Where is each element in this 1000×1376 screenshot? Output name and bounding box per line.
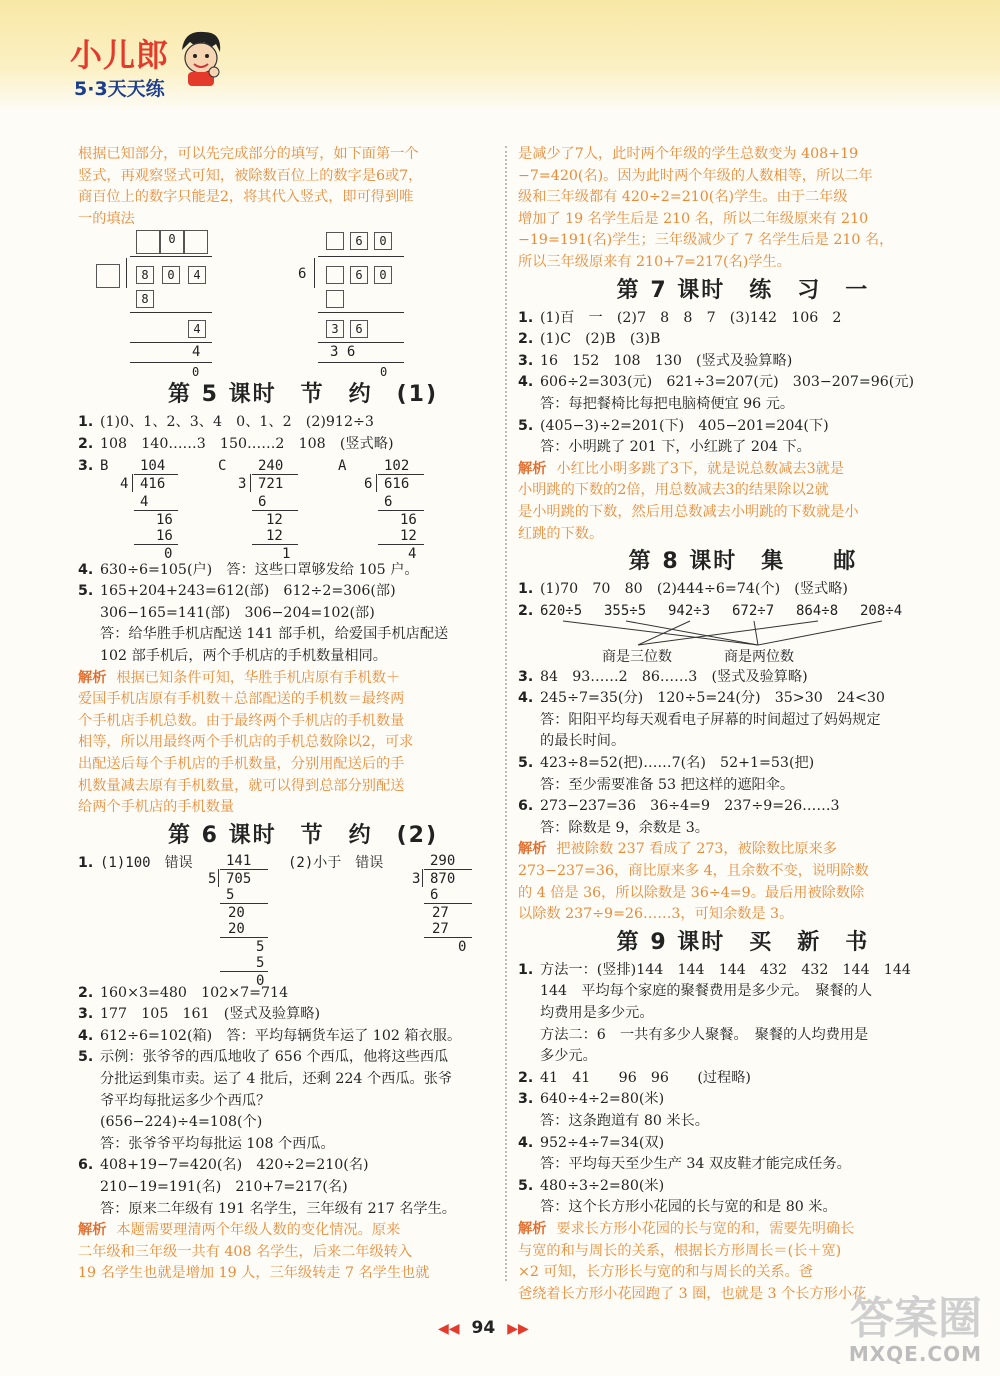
- section-title: 第 8 课时 集 邮: [628, 549, 858, 575]
- digit-box: 4: [188, 266, 206, 284]
- analysis-text: 本题需要理清两个年级人数的变化情况。原来: [116, 1222, 401, 1239]
- choice-letter: C: [218, 457, 227, 474]
- analysis-text: 二年级和三年级一共有 408 名学生，后来二年级转入: [78, 1243, 413, 1260]
- analysis-text: 把被除数 237 看成了 273，被除数比原来多: [556, 841, 837, 858]
- analysis-text: −19=191(名)学生；三年级减少了 7 名学生后是 210 名，: [518, 232, 894, 249]
- digit-box: [326, 266, 344, 284]
- prev-arrows-icon: ◀◀: [438, 1321, 460, 1337]
- answer-line: 640÷4÷2=80(米): [540, 1091, 665, 1108]
- analysis-text: 以除数 237÷9=26……3，可知余数是 3。: [518, 906, 794, 923]
- answer-line: 606÷2=303(元) 621÷3=207(元) 303−207=96(元): [540, 374, 915, 391]
- answer-line: 答：阳阳平均每天观看电子屏幕的时间超过了妈妈规定: [540, 711, 881, 728]
- analysis-text: 增加了 19 名学生后是 210 名，所以二年级原来有 210: [518, 210, 869, 227]
- digit-box: [136, 230, 160, 254]
- q1-divisions: 1. (1)100 错误 141 5 705 5 20 20 5 5 0 (2)小于 错误 290 3 870 6 27 27 0: [78, 853, 528, 983]
- analysis-tag: 解析: [518, 841, 547, 858]
- answer-line: 方法二：6 一共有多少人聚餐。 聚餐的人均费用是: [540, 1026, 869, 1043]
- answer-line: 210−19=191(名) 210+7=217(名): [100, 1179, 348, 1196]
- answer-line: 408+19−7=420(名) 420÷2=210(名): [100, 1157, 369, 1174]
- analysis-tag: 解析: [518, 460, 547, 477]
- next-arrows-icon: ▶▶: [507, 1321, 529, 1337]
- answer-line: 612÷6=102(箱) 答：平均每辆货车运了 102 箱衣服。: [100, 1027, 462, 1044]
- analysis-tag: 解析: [78, 669, 107, 686]
- analysis-text: 小红比小明多跳了3下，就是说总数减去3就是: [556, 460, 845, 477]
- digit-box: 0: [160, 230, 184, 254]
- answer-line: 423÷8=52(把)……7(名) 52+1=53(把): [540, 755, 815, 772]
- analysis-text: 所以三年级原来有 210+7=217(名)学生。: [518, 253, 791, 270]
- digit-box: 0: [374, 232, 392, 250]
- mascot-icon: [176, 28, 226, 88]
- digit-box: [184, 230, 208, 254]
- long-division-group: 3. B 104 4 416 4 16 16 0 C 240 3 721 6 12 12 1 A 102 6 616 6 16 12 4: [78, 456, 528, 552]
- category-label: 商是两位数: [724, 648, 794, 665]
- answer-line: 84 93……2 86……3 (竖式及验算略): [540, 668, 808, 685]
- analysis-text: 小明跳的下数的2倍，用总数减去3的结果除以2就: [518, 482, 829, 499]
- analysis-text: 是减少了7人，此时两个年级的学生总数变为 408+19: [518, 146, 859, 162]
- expression: 620÷5: [540, 602, 583, 619]
- answer-line: 245÷7=35(分) 120÷5=24(分) 35>30 24<30: [540, 690, 885, 707]
- digit-box: 4: [188, 320, 206, 338]
- analysis-text: 是小明跳的下数，然后用总数减去小明跳的下数就是小: [518, 503, 859, 520]
- intro-line: 根据已知部分，可以先完成部分的填写，如下面第一个: [78, 146, 419, 162]
- division-puzzles: 0 8 0 4 8 4 4 0 6 0 6 6 0 3 6 3 6 0: [78, 230, 528, 370]
- section-title: 第 9 课时 买 新 书: [616, 929, 870, 955]
- page-footer: [438, 1318, 529, 1338]
- analysis-text: 爸绕着长方形小花园跑了 3 圈，也就是 3 个长方形小花: [518, 1285, 867, 1302]
- digit-box: 3: [326, 320, 344, 338]
- page-number: 94: [471, 1318, 496, 1338]
- watermark-title: 答案圈: [850, 1293, 982, 1344]
- answer-line: 273−237=36 36÷4=9 237÷9=26……3: [540, 798, 840, 815]
- answer-line: (2)小于 错误: [288, 854, 384, 871]
- answer-line: (1)百 一 (2)7 8 8 7 (3)142 106 2: [540, 309, 842, 326]
- answer-line: 答：平均每天至少生产 34 双皮鞋才能完成任务。: [540, 1156, 851, 1173]
- digit-box: 0: [374, 266, 392, 284]
- watermark: [848, 1293, 982, 1366]
- logo-subtitle: 5·3天天练: [74, 78, 165, 100]
- section-title: 第 7 课时 练 习 一: [616, 277, 870, 303]
- analysis-text: 爱国手机店原有手机数＋总部配送的手机数＝最终两: [78, 691, 405, 708]
- answer-line: 爷平均每批运多少个西瓜？: [100, 1092, 271, 1109]
- expression: 942÷3: [668, 602, 711, 619]
- intro-line: 竖式，再观察竖式可知，被除数百位上的数字是6或7，: [78, 167, 423, 184]
- answer-line: 480÷3÷2=80(米): [540, 1177, 665, 1194]
- analysis-text: 级和三年级都有 420÷2=210(名)学生。由于二年级: [518, 189, 848, 206]
- section-title: 第 5 课时 节 约 (1): [167, 382, 439, 408]
- answer-line: 177 105 161 (竖式及验算略): [100, 1006, 320, 1023]
- expression: 672÷7: [732, 602, 775, 619]
- digit-box: 8: [136, 266, 154, 284]
- intro-line: 一的填法: [78, 210, 135, 227]
- answer-line: (405−3)÷2=201(下) 405−201=204(下): [540, 417, 829, 434]
- digit-box: [326, 232, 344, 250]
- logo-title: 小儿郎: [70, 36, 170, 74]
- answer-line: 952÷4÷7=34(双): [540, 1134, 665, 1151]
- digit-box: 0: [162, 266, 180, 284]
- answer-line: (1)70 70 80 (2)444÷6=74(个) (竖式略): [540, 581, 848, 598]
- answer-line: 答：这个长方形小花园的长与宽的和是 80 米。: [540, 1199, 837, 1216]
- analysis-text: 根据已知条件可知，华胜手机店原有手机数＋: [116, 669, 401, 686]
- answer-line: (1)100 错误: [100, 854, 193, 871]
- digit-box: 6: [350, 266, 368, 284]
- intro-line: 商百位上的数字只能是2，将其代入竖式，即可得到唯: [78, 189, 414, 206]
- right-column: 是减少了7人，此时两个年级的学生总数变为 408+19 −7=420(名)。因为此时两个年级的人数相等，所以二年 级和三年级都有 420÷2=210(名)学生。由于二年级 增加了 19 名学生后是 210 名，所以二年级原来有 210 −19=191(名)学生；三年级减少了 7 名学生后是 210 名， 所以三年级原来有 210+7=217(名)学生。 第 7 课时 练 习 一 1. (1)百 一 (2)7 8 8 7 (3)142 106 2 2. (1)C (2)B (3)B 3. 16 152 108 130 (竖式及验算略) 4. 606÷2=303(元) 621÷3=207(元) 303−207=96(元) 答：每把餐椅比每把电脑椅便宜 96 元。 5. (405−3)÷2=201(下) 405−201=204(下) 答：小明跳了 201 下，小红跳了 204 下。 解析 小红比小明多跳了3下，就是说总数减去3就是 小明跳的下数的2倍，用总数减去3的结果除以2就 是小明跳的下数，然后用总数减去小明跳的下数就是小 红跳的下数。 第 8 课时 集 邮 1. (1)70 70 80 (2)444÷6=74(个) (竖式略) 2. 620÷5 355÷5 942÷3 672÷7 864÷8 208÷4 商是三位数 商是两位数 3. 84 93……2 86……3 (竖式及验算略) 4. 245÷7=35(分) 120÷5=24(分) 35>30 24<30 答：阳阳平均每天观看电子屏幕的时间超过了妈妈规定 的最长时间。 5. 423÷8=52(把)……7(名) 52+1=53(把) 答：至少需要准备 53 把这样的遮阳伞。 6. 273−237=36 36÷4=9 237÷9=26……3 答：除数是 9，余数是 3。 解析 把被除数 237 看成了 273，被除数比原来多 273−237=36，商比原来多 4，且余数不变，说明除数 的 4 倍是 36，所以除数是 36÷4=9。最后用被除数除 以除数 237÷9=26……3，可知余数是 3。 第 9 课时 买 新 书 1. 方法一：(竖排)144 144 144 432 432 144 144 144 平均每个家庭的聚餐费用是多少元。 聚餐的人 均费用是多少元。 方法二：6 一共有多少人聚餐。 聚餐的人均费用是 多少元。 2. 41 41 96 96 (过程略) 3. 640÷4÷2=80(米) 答：这条跑道有 80 米长。 4. 952÷4÷7=34(双) 答：平均每天至少生产 34 双皮鞋才能完成任务。 5. 480÷3÷2=80(米) 答：这个长方形小花园的长与宽的和是 80 米。 解析 要求长方形小花园的长与宽的和，需要先明确长 与宽的和与周长的关系，根据长方形周长＝(长＋宽) ×2 可知，长方形长与宽的和与周长的关系。爸 爸绕着长方形小花园跑了 3 圈，也就是 3 个长方形小花: [518, 144, 968, 1305]
- answer-line: 答：原来二年级有 191 名学生，三年级有 217 名学生。: [100, 1200, 456, 1217]
- digit-box: [326, 290, 344, 308]
- analysis-text: 机数量减去原有手机数量，就可以得到总部分别配送: [78, 777, 405, 794]
- analysis-text: −7=420(名)。因为此时两个年级的人数相等，所以二年: [518, 167, 873, 184]
- answer-line: 答：每把餐椅比每把电脑椅便宜 96 元。: [540, 395, 795, 412]
- answer-line: 分批运到集市卖。运了 4 批后，还剩 224 个西瓜。张爷: [100, 1071, 453, 1088]
- answer-line: 144 平均每个家庭的聚餐费用是多少元。 聚餐的人: [540, 983, 873, 1000]
- digit-box: [96, 264, 120, 288]
- expression: 864÷8: [796, 602, 839, 619]
- answer-line: 答：给华胜手机店配送 141 部手机，给爱国手机店配送: [100, 626, 449, 643]
- analysis-text: 要求长方形小花园的长与宽的和，需要先明确长: [556, 1220, 855, 1237]
- digit-box: 6: [350, 232, 368, 250]
- digit-box: 8: [136, 290, 154, 308]
- digit-box: 6: [350, 320, 368, 338]
- answer-line: 方法一：(竖排)144 144 144 432 432 144 144: [540, 961, 911, 978]
- choice-letter: A: [338, 457, 347, 474]
- analysis-text: 给两个手机店的手机数量: [78, 799, 235, 816]
- answer-line: 165+204+243=612(部) 612÷2=306(部): [100, 583, 396, 600]
- answer-line: 102 部手机后，两个手机店的手机数量相同。: [100, 647, 387, 664]
- answer-line: 示例：张爷爷的西瓜地收了 656 个西瓜，他将这些西瓜: [100, 1049, 449, 1066]
- answer-line: 630÷6=105(户) 答：这些口罩够发给 105 户。: [100, 561, 419, 578]
- category-label: 商是三位数: [602, 648, 672, 665]
- answer-line: 多少元。: [540, 1048, 597, 1065]
- answer-line: (1)C (2)B (3)B: [540, 331, 661, 348]
- choice-letter: B: [100, 457, 109, 474]
- watermark-url: MXQE.COM: [848, 1342, 982, 1366]
- analysis-tag: 解析: [78, 1222, 107, 1239]
- answer-line: 答：小明跳了 201 下，小红跳了 204 下。: [540, 439, 811, 456]
- analysis-text: 出配送后每个手机店的手机数量，分别用配送后的手: [78, 755, 405, 772]
- answer-line: 306−165=141(部) 306−204=102(部): [100, 604, 375, 621]
- answer-line: 的最长时间。: [540, 733, 626, 750]
- answer-line: 41 41 96 96 (过程略): [540, 1069, 751, 1086]
- left-column: 根据已知部分，可以先完成部分的填写，如下面第一个 竖式，再观察竖式可知，被除数百位上的数字是6或7， 商百位上的数字只能是2，将其代入竖式，即可得到唯 一的填法 0 8 0 4 8 4 4 0 6 0 6 6 0 3 6 3 6 0 第 5 课时 节 约 (1) 1. (1)0、1、2、3、4 0、1、2 (2)912÷3 2. 108 140……3 150……2 108 (竖式略) 3. B 104 4 416 4 16 16 0 C 240 3 721 6 12 12 1 A 102 6 616 6 16 12 4 4. 630÷6=105(户) 答：这些口罩够发给 105 户。 5. 165+204+243=612(部) 612÷2=306(部) 306−165=141(部) 306−204=102(部) 答：给华胜手机店配送 141 部手机，给爱国手机店配送 102 部手机后，两个手机店的手机数量相同。 解析 根据已知条件可知，华胜手机店原有手机数＋ 爱国手机店原有手机数＋总部配送的手机数＝最终两 个手机店手机总数。由于最终两个手机店的手机数量 相等，所以用最终两个手机店的手机总数除以2，可求 出配送后每个手机店的手机数量，分别用配送后的手 机数量减去原有手机数量，就可以得到总部分别配送 给两个手机店的手机数量 第 6 课时 节 约 (2) 1. (1)100 错误 141 5 705 5 20 20 5 5 0 (2)小于 错误 290 3 870 6 27 27 0 2. 160×3=480 102×7=714 3. 177 105 161 (竖式及验算略) 4. 612÷6=102(箱) 答：平均每辆货车运了 102 箱衣服。 5. 示例：张爷爷的西瓜地收了 656 个西瓜，他将这些西瓜 分批运到集市卖。运了 4 批后，还剩 224 个西瓜。张爷 爷平均每批运多少个西瓜？ (656−224)÷4=108(个) 答：张爷爷平均每批运 108 个西瓜。 6. 408+19−7=420(名) 420÷2=210(名) 210−19=191(名) 210+7=217(名) 答：原来二年级有 191 名学生，三年级有 217 名学生。 解析 本题需要理清两个年级人数的变化情况。原来 二年级和三年级一共有 408 名学生，后来二年级转入 19 名学生也就是增加 19 人，三年级转走 7 名学生也就: [78, 144, 528, 1285]
- analysis-text: 的 4 倍是 36，所以除数是 36÷4=9。最后用被除数除: [518, 884, 865, 901]
- analysis-text: 19 名学生也就是增加 19 人，三年级转走 7 名学生也就: [78, 1265, 430, 1282]
- answer-line: 108 140……3 150……2 108 (竖式略): [100, 435, 394, 452]
- answer-line: 答：这条跑道有 80 米长。: [540, 1112, 709, 1129]
- answer-line: 均费用是多少元。: [540, 1005, 654, 1021]
- answer-line: (1)0、1、2、3、4 0、1、2 (2)912÷3: [100, 414, 374, 431]
- expression: 208÷4: [860, 602, 903, 619]
- matching-diagram: 2. 620÷5 355÷5 942÷3 672÷7 864÷8 208÷4 商是三位数 商是两位数: [518, 601, 968, 667]
- analysis-text: 相等，所以用最终两个手机店的手机总数除以2，可求: [78, 734, 414, 751]
- expression: 355÷5: [604, 602, 647, 619]
- answer-line: 160×3=480 102×7=714: [100, 984, 289, 1001]
- analysis-text: 273−237=36，商比原来多 4，且余数不变，说明除数: [518, 863, 869, 880]
- answer-line: 答：除数是 9，余数是 3。: [540, 819, 709, 836]
- answer-line: 16 152 108 130 (竖式及验算略): [540, 352, 793, 369]
- analysis-text: 个手机店手机总数。由于最终两个手机店的手机数量: [78, 712, 405, 729]
- analysis-text: ×2 可知，长方形长与宽的和与周长的关系。爸: [518, 1264, 813, 1281]
- answer-line: 答：至少需要准备 53 把这样的遮阳伞。: [540, 776, 795, 793]
- matching-lines: [518, 619, 968, 649]
- answer-line: (656−224)÷4=108(个): [100, 1114, 263, 1131]
- section-title: 第 6 课时 节 约 (2): [167, 822, 439, 848]
- answer-line: 答：张爷爷平均每批运 108 个西瓜。: [100, 1135, 335, 1152]
- analysis-tag: 解析: [518, 1220, 547, 1237]
- analysis-text: 与宽的和与周长的关系，根据长方形周长＝(长＋宽): [518, 1242, 842, 1259]
- analysis-text: 红跳的下数。: [518, 525, 604, 542]
